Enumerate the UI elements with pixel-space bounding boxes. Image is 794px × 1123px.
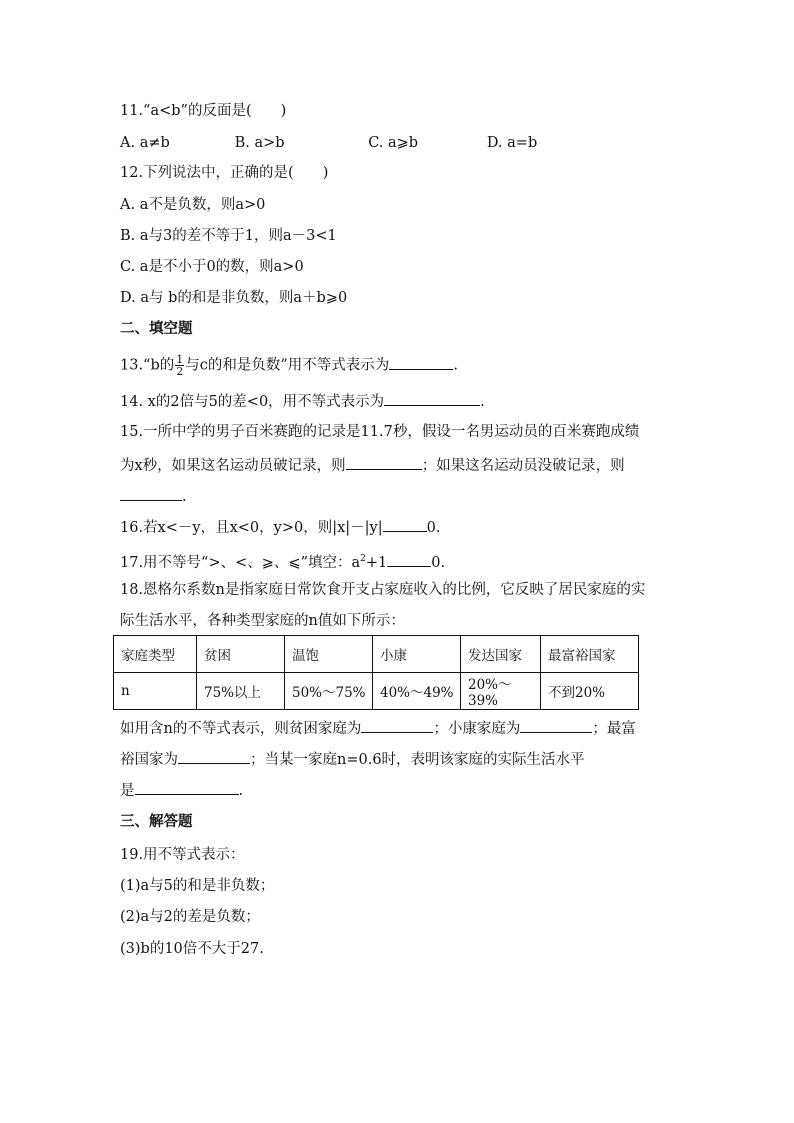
q18-end: . (238, 783, 244, 799)
q14-pre: 14. x的2倍与5的差<0，用不等式表示为 (120, 394, 385, 410)
q13-post: 与c的和是负数”用不等式表示为 (185, 357, 390, 374)
q15-answer-blank-1[interactable] (346, 455, 422, 470)
table-header-cell: 贫困 (197, 636, 285, 673)
q18-after1-c: ；最富 (592, 721, 636, 737)
q18-after-line1 (120, 718, 700, 739)
q19-item-3: (3)b的10倍不大于27. (120, 941, 264, 957)
q16-pre: 16.若x<－y，且x<0，y>0，则|x|－|y| (120, 520, 383, 536)
q18-answer-blank-moderate[interactable] (520, 718, 592, 733)
q16-answer-blank[interactable] (383, 517, 427, 532)
q18-after2-b: ；当某一家庭n=0.6时，表明该家庭的实际生活水平 (250, 752, 585, 768)
q17-answer-blank[interactable] (387, 552, 431, 567)
q11-option-c[interactable]: C. a⩾b (368, 135, 419, 151)
q18-after1-b: ；小康家庭为 (433, 721, 521, 737)
q13 (120, 354, 700, 377)
table-header-row (114, 636, 639, 673)
q18-after3-a: 是 (120, 783, 135, 799)
q13-answer-blank[interactable] (389, 355, 453, 370)
q19-item-1: (1)a与5的和是非负数； (120, 878, 275, 894)
q15-line2-mid: ；如果这名运动员没破记录，则 (421, 458, 625, 474)
q18-line2: 际生活水平，各种类型家庭的n值如下所示： (120, 613, 405, 629)
q14-answer-blank[interactable] (384, 391, 480, 406)
q18-answer-blank-richest[interactable] (178, 749, 250, 764)
q12-option-c[interactable]: C. a是不小于0的数，则a>0 (120, 259, 304, 275)
q19-item-2: (2)a与2的差是负数； (120, 909, 260, 925)
q17 (120, 549, 700, 573)
fraction-numerator: 1 (176, 353, 184, 366)
q11-options (120, 133, 700, 153)
q11-stem: 11.“a<b”的反面是( ) (120, 103, 287, 119)
fraction-denominator: 2 (176, 365, 184, 378)
engel-coefficient-table (113, 635, 639, 710)
q12-option-a[interactable]: A. a不是负数，则a>0 (120, 197, 266, 213)
q19-stem: 19.用不等式表示： (120, 847, 245, 863)
q15-line2 (120, 455, 700, 476)
table-cell: 40%～49% (373, 673, 461, 710)
table-header-cell: 小康 (373, 636, 461, 673)
q16-end: 0. (426, 520, 441, 536)
q11-option-a[interactable]: A. a≠b (120, 135, 170, 151)
table-cell: 75%以上 (197, 673, 285, 710)
table-header-cell: 最富裕国家 (541, 636, 639, 673)
section-fill-in-heading: 二、填空题 (120, 321, 193, 337)
table-header-cell: 发达国家 (461, 636, 541, 673)
q17-exponent: 2 (360, 554, 366, 564)
section-solve-heading: 三、解答题 (120, 814, 193, 830)
table-header-cell: 家庭类型 (114, 636, 197, 673)
q18-after-line2 (120, 749, 700, 770)
q15-line3 (120, 486, 700, 507)
table-row (114, 673, 639, 710)
q12-stem: 12.下列说法中，正确的是( ) (120, 165, 329, 181)
q13-pre: 13.“b的 (120, 357, 175, 374)
table-header-cell: 温饱 (285, 636, 373, 673)
q15-line2-pre: 为x秒，如果这名运动员破记录，则 (120, 458, 346, 474)
table-cell: 20%～39% (461, 673, 541, 710)
q15-end: . (182, 489, 187, 505)
q12-option-b[interactable]: B. a与3的差不等于1，则a－3<1 (120, 228, 337, 244)
q18-after2-a: 裕国家为 (120, 752, 178, 768)
q18-after-line3 (120, 780, 700, 801)
q11-option-d[interactable]: D. a=b (486, 135, 538, 151)
q17-post: +1 (365, 554, 388, 571)
q13-end: . (453, 357, 458, 374)
q18-answer-blank-level[interactable] (135, 780, 239, 795)
q14 (120, 391, 700, 412)
q18-answer-blank-poor[interactable] (361, 718, 433, 733)
q12-option-d[interactable]: D. a与 b的和是非负数，则a＋b⩾0 (120, 290, 348, 306)
q15-line1: 15.一所中学的男子百米赛跑的记录是11.7秒，假设一名男运动员的百米赛跑成绩 (120, 424, 640, 440)
fraction-one-half (175, 354, 184, 377)
q17-end: 0. (431, 554, 446, 571)
q17-pre: 17.用不等号“>、<、⩾、⩽”填空：a (120, 554, 361, 571)
table-cell: 50%～75% (285, 673, 373, 710)
q14-end: . (480, 394, 485, 410)
q11-option-b[interactable]: B. a>b (234, 135, 285, 151)
q16 (120, 517, 700, 538)
table-cell: 不到20% (541, 673, 639, 710)
q15-answer-blank-2[interactable] (120, 486, 182, 501)
table-cell: n (114, 673, 197, 710)
q18-after1-a: 如用含n的不等式表示，则贫困家庭为 (120, 721, 362, 737)
q18-line1: 18.恩格尔系数n是指家庭日常饮食开支占家庭收入的比例，它反映了居民家庭的实 (120, 582, 646, 598)
